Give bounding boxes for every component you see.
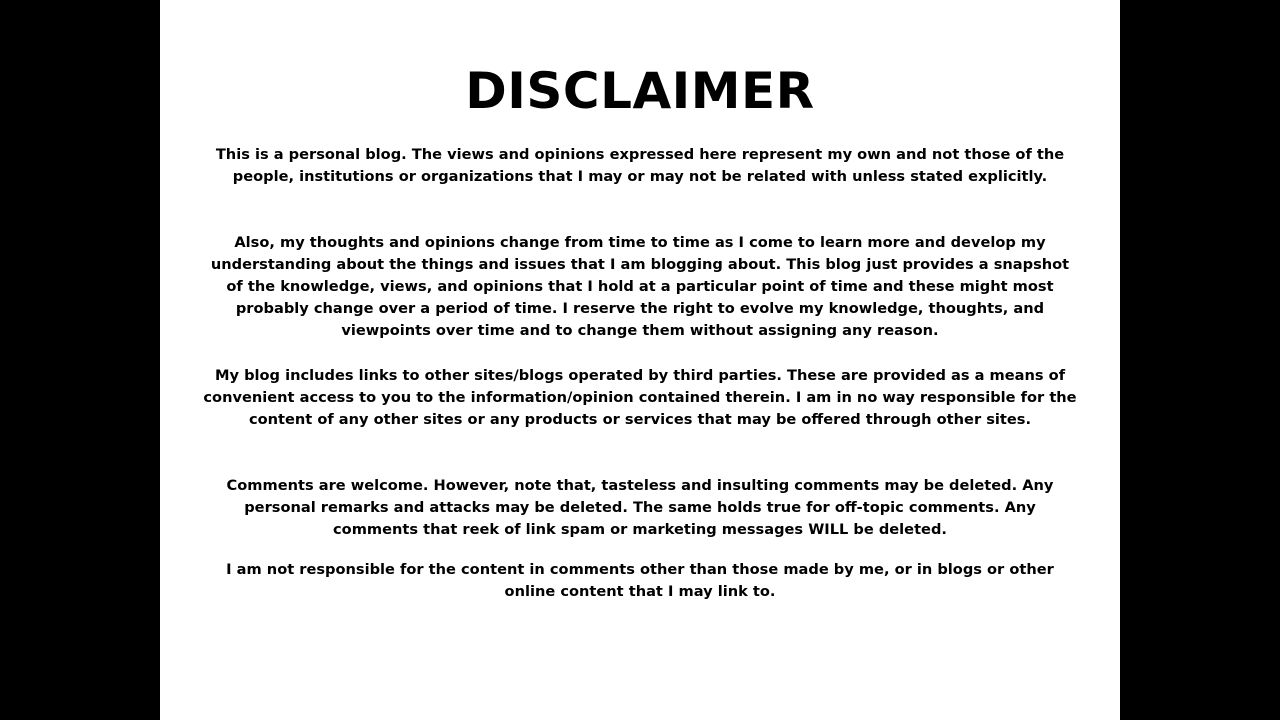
- disclaimer-slide: [160, 0, 1120, 720]
- paragraph-third-party-links: My blog includes links to other sites/blogs operated by third parties. These are provided as a means of convenient access to you to the information/opinion contained therein. I am in no way responsible for the content of any other sites or any products or services that may be offered through other sites.: [203, 367, 1077, 428]
- paragraph-opinions-change: Also, my thoughts and opinions change from time to time as I come to learn more and develop my understanding about the things and issues that I am blogging about. This blog just provides a snapshot of the knowledge, views, and opinions that I hold at a particular point of time and these might most probably change over a period of time. I reserve the right to evolve my knowledge, thoughts, and viewpoints over time and to change them without assigning any reason.: [210, 234, 1070, 339]
- paragraph-personal-blog: This is a personal blog. The views and opinions expressed here represent my own and not those of the people, institutions or organizations that I may or may not be related with unless stated explicitly.: [215, 146, 1065, 185]
- page-title: DISCLAIMER: [465, 62, 815, 120]
- paragraph-comments-policy: Comments are welcome. However, note that, tasteless and insulting comments may be deleted. Any personal remarks and attacks may be deleted. The same holds true for off-topic comments. Any comments that reek of link spam or marketing messages WILL be deleted.: [226, 477, 1054, 538]
- paragraph-responsibility: I am not responsible for the content in comments other than those made by me, or in blogs or other online content that I may link to.: [226, 561, 1054, 600]
